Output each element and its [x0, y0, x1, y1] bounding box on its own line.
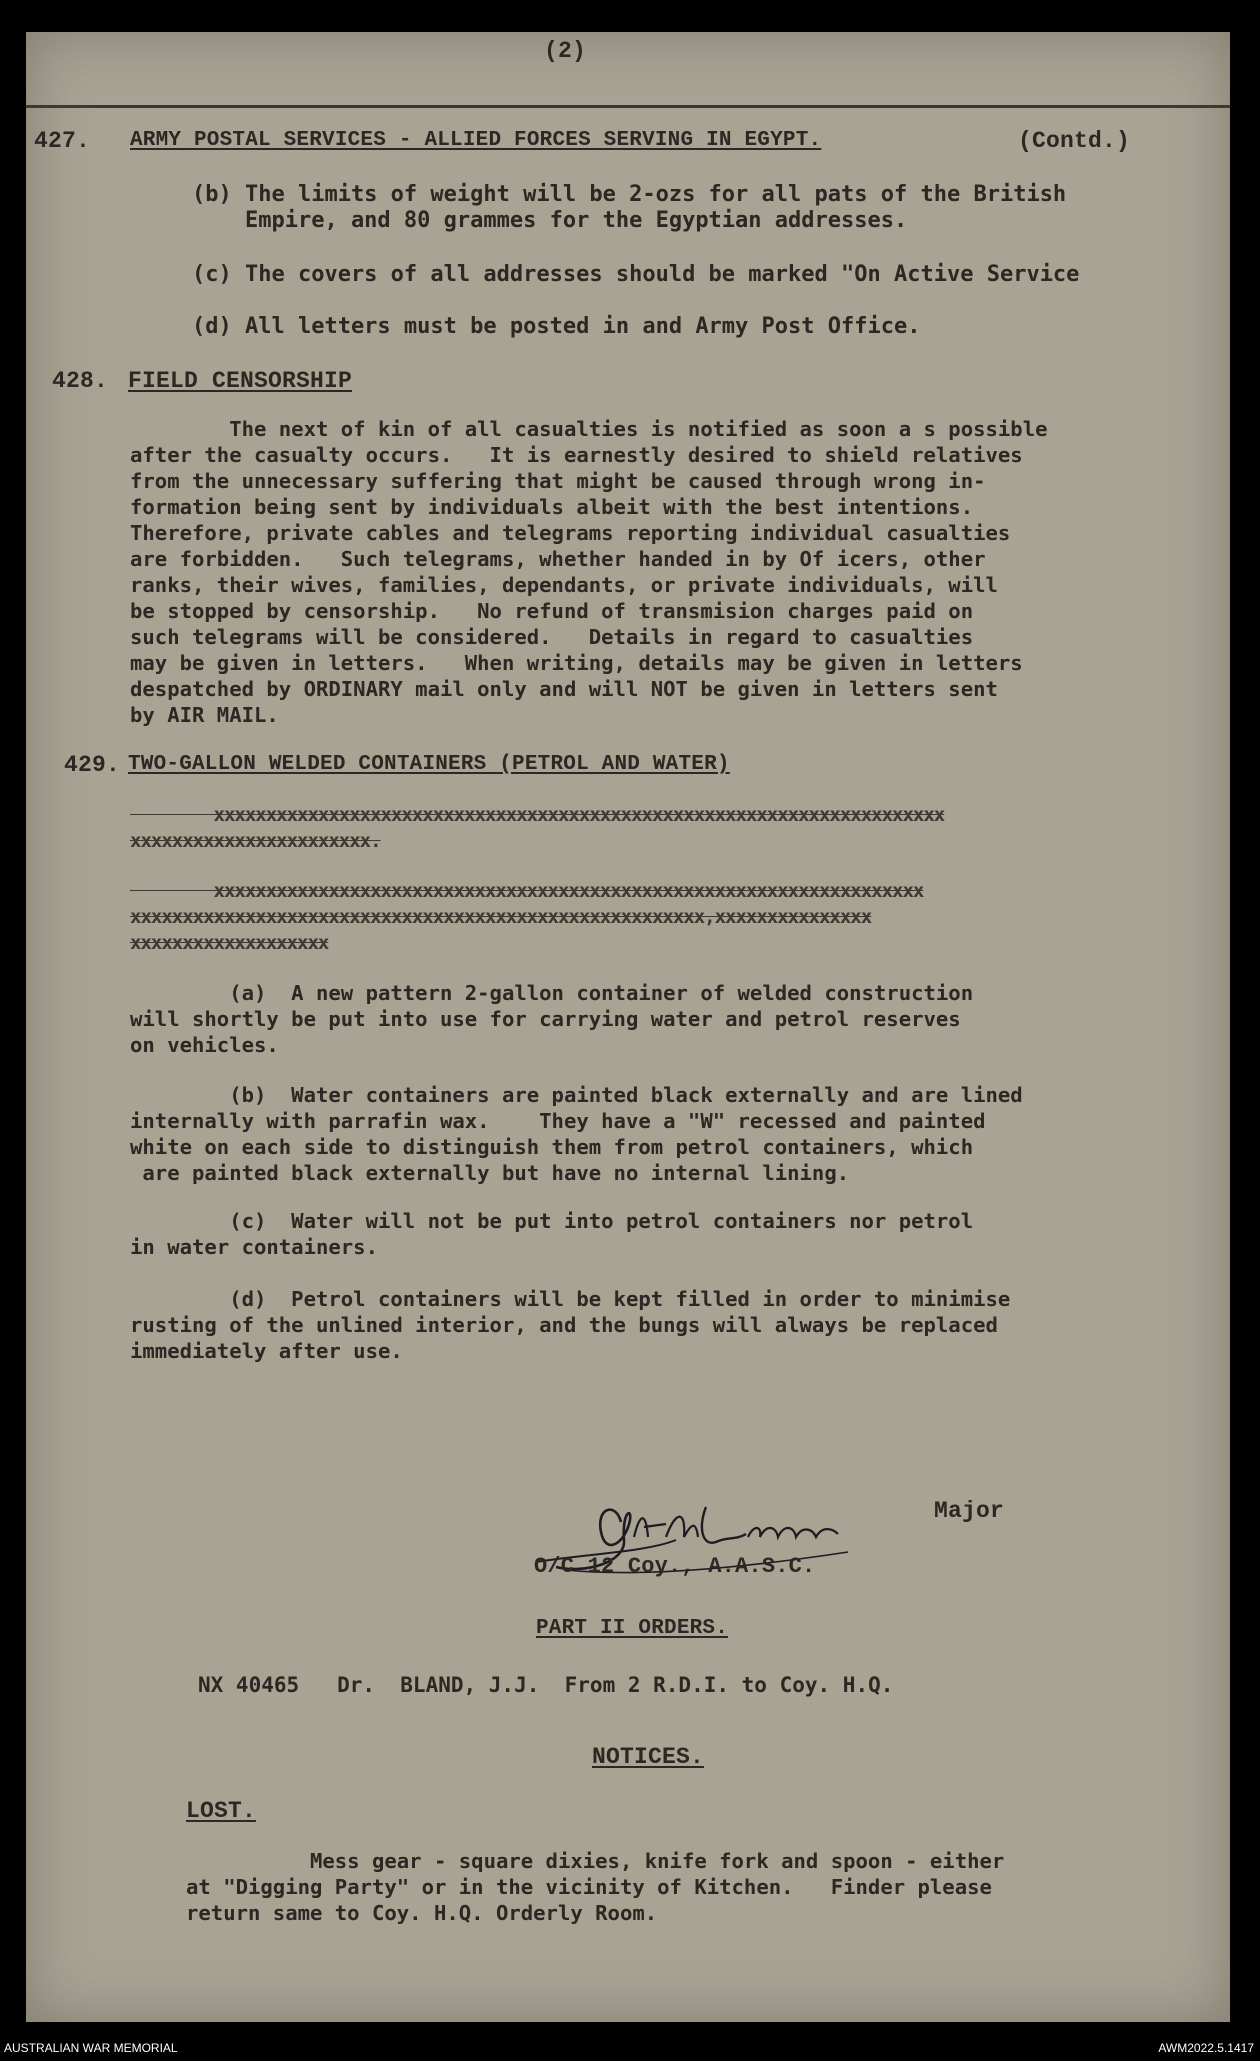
item-428-number: 428. — [52, 368, 109, 394]
footer-left-caption: AUSTRALIAN WAR MEMORIAL — [4, 2041, 178, 2055]
item-429-title: TWO-GALLON WELDED CONTAINERS (PETROL AND WATER) — [128, 753, 730, 776]
signatory-unit: O/C 12 Coy., A.A.S.C. — [534, 1554, 816, 1579]
item-429-number: 429. — [64, 752, 121, 778]
item-427-b: (b) The limits of weight will be 2-ozs for all pats of the British Empire, and 80 grammes for the Egyptian addresses. — [192, 182, 1067, 233]
footer-right-caption: AWM2022.5.1417 — [1158, 2041, 1254, 2055]
notices-heading: NOTICES. — [592, 1744, 705, 1770]
header-rule — [26, 105, 1230, 108]
item-429-struck-paragraph-2: xxxxxxxxxxxxxxxxxxxxxxxxxxxxxxxxxxxxxxxxxxxxxxxxxxxxxxxxxxxxxxxxxxxx xxxxxxxxxxxxxxxxxxxxxxxxxxxxxxxxxxxxxxxxxxxxxxxxxxxxxxx,xxxxxxxxxxxxxxx xxxxxxxxxxxxxxxxxxx — [130, 880, 924, 954]
item-427-c: (c) The covers of all addresses should be marked "On Active Service — [192, 262, 1080, 287]
item-429-c: (c) Water will not be put into petrol containers nor petrol in water containers. — [130, 1209, 974, 1259]
signatory-rank: Major — [934, 1498, 1005, 1524]
page-number: (2) — [544, 38, 587, 64]
item-428-title: FIELD CENSORSHIP — [128, 368, 353, 394]
part-ii-orders-entry: NX 40465 Dr. BLAND, J.J. From 2 R.D.I. to Coy. H.Q. — [198, 1673, 894, 1697]
item-427-contd: (Contd.) — [1018, 128, 1131, 154]
item-428-body: The next of kin of all casualties is notified as soon a s possible after the casualty occurs. It is earnestly desired to shield relatives from the unnecessary suffering that might be caused through wrong in- formation being sent by individuals albeit with the best intentions. Therefore, private cables and telegrams reporting individual casualties are forbidden. Such telegrams, whether handed in by Of icers, other ranks, their wives, families, dependants, or private individuals, will be stopped by censorship. No refund of transmision charges paid on such telegrams will be considered. Details in regard to casualties may be given in letters. When writing, details may be given in letters despatched by ORDINARY mail only and will NOT be given in letters sent by AIR MAIL. — [130, 417, 1048, 727]
part-ii-orders-heading: PART II ORDERS. — [536, 1617, 729, 1640]
item-427-number: 427. — [34, 128, 91, 154]
item-429-d: (d) Petrol containers will be kept filled in order to minimise rusting of the unlined interior, and the bungs will always be replaced immediately after use. — [130, 1287, 1011, 1363]
item-429-a: (a) A new pattern 2-gallon container of welded construction will shortly be put into use for carrying water and petrol reserves on vehicles. — [130, 981, 974, 1057]
item-427-title: ARMY POSTAL SERVICES - ALLIED FORCES SERVING IN EGYPT. — [130, 129, 822, 152]
item-427-d: (d) All letters must be posted in and Army Post Office. — [192, 314, 921, 339]
item-429-b: (b) Water containers are painted black externally and are lined internally with parrafin wax. They have a "W" recessed and painted white on each side to distinguish them from petrol containers, which are painted black externally but have no internal lining. — [130, 1083, 1023, 1185]
lost-heading: LOST. — [186, 1798, 257, 1824]
item-429-struck-paragraph-1: xxxxxxxxxxxxxxxxxxxxxxxxxxxxxxxxxxxxxxxxxxxxxxxxxxxxxxxxxxxxxxxxxxxxxx xxxxxxxxxxxxxxxxxxxxxxx. — [130, 804, 945, 852]
document-page — [26, 32, 1230, 2022]
lost-notice-body: Mess gear - square dixies, knife fork and spoon - either at "Digging Party" or in the vicinity of Kitchen. Finder please return same to Coy. H.Q. Orderly Room. — [186, 1849, 1005, 1925]
